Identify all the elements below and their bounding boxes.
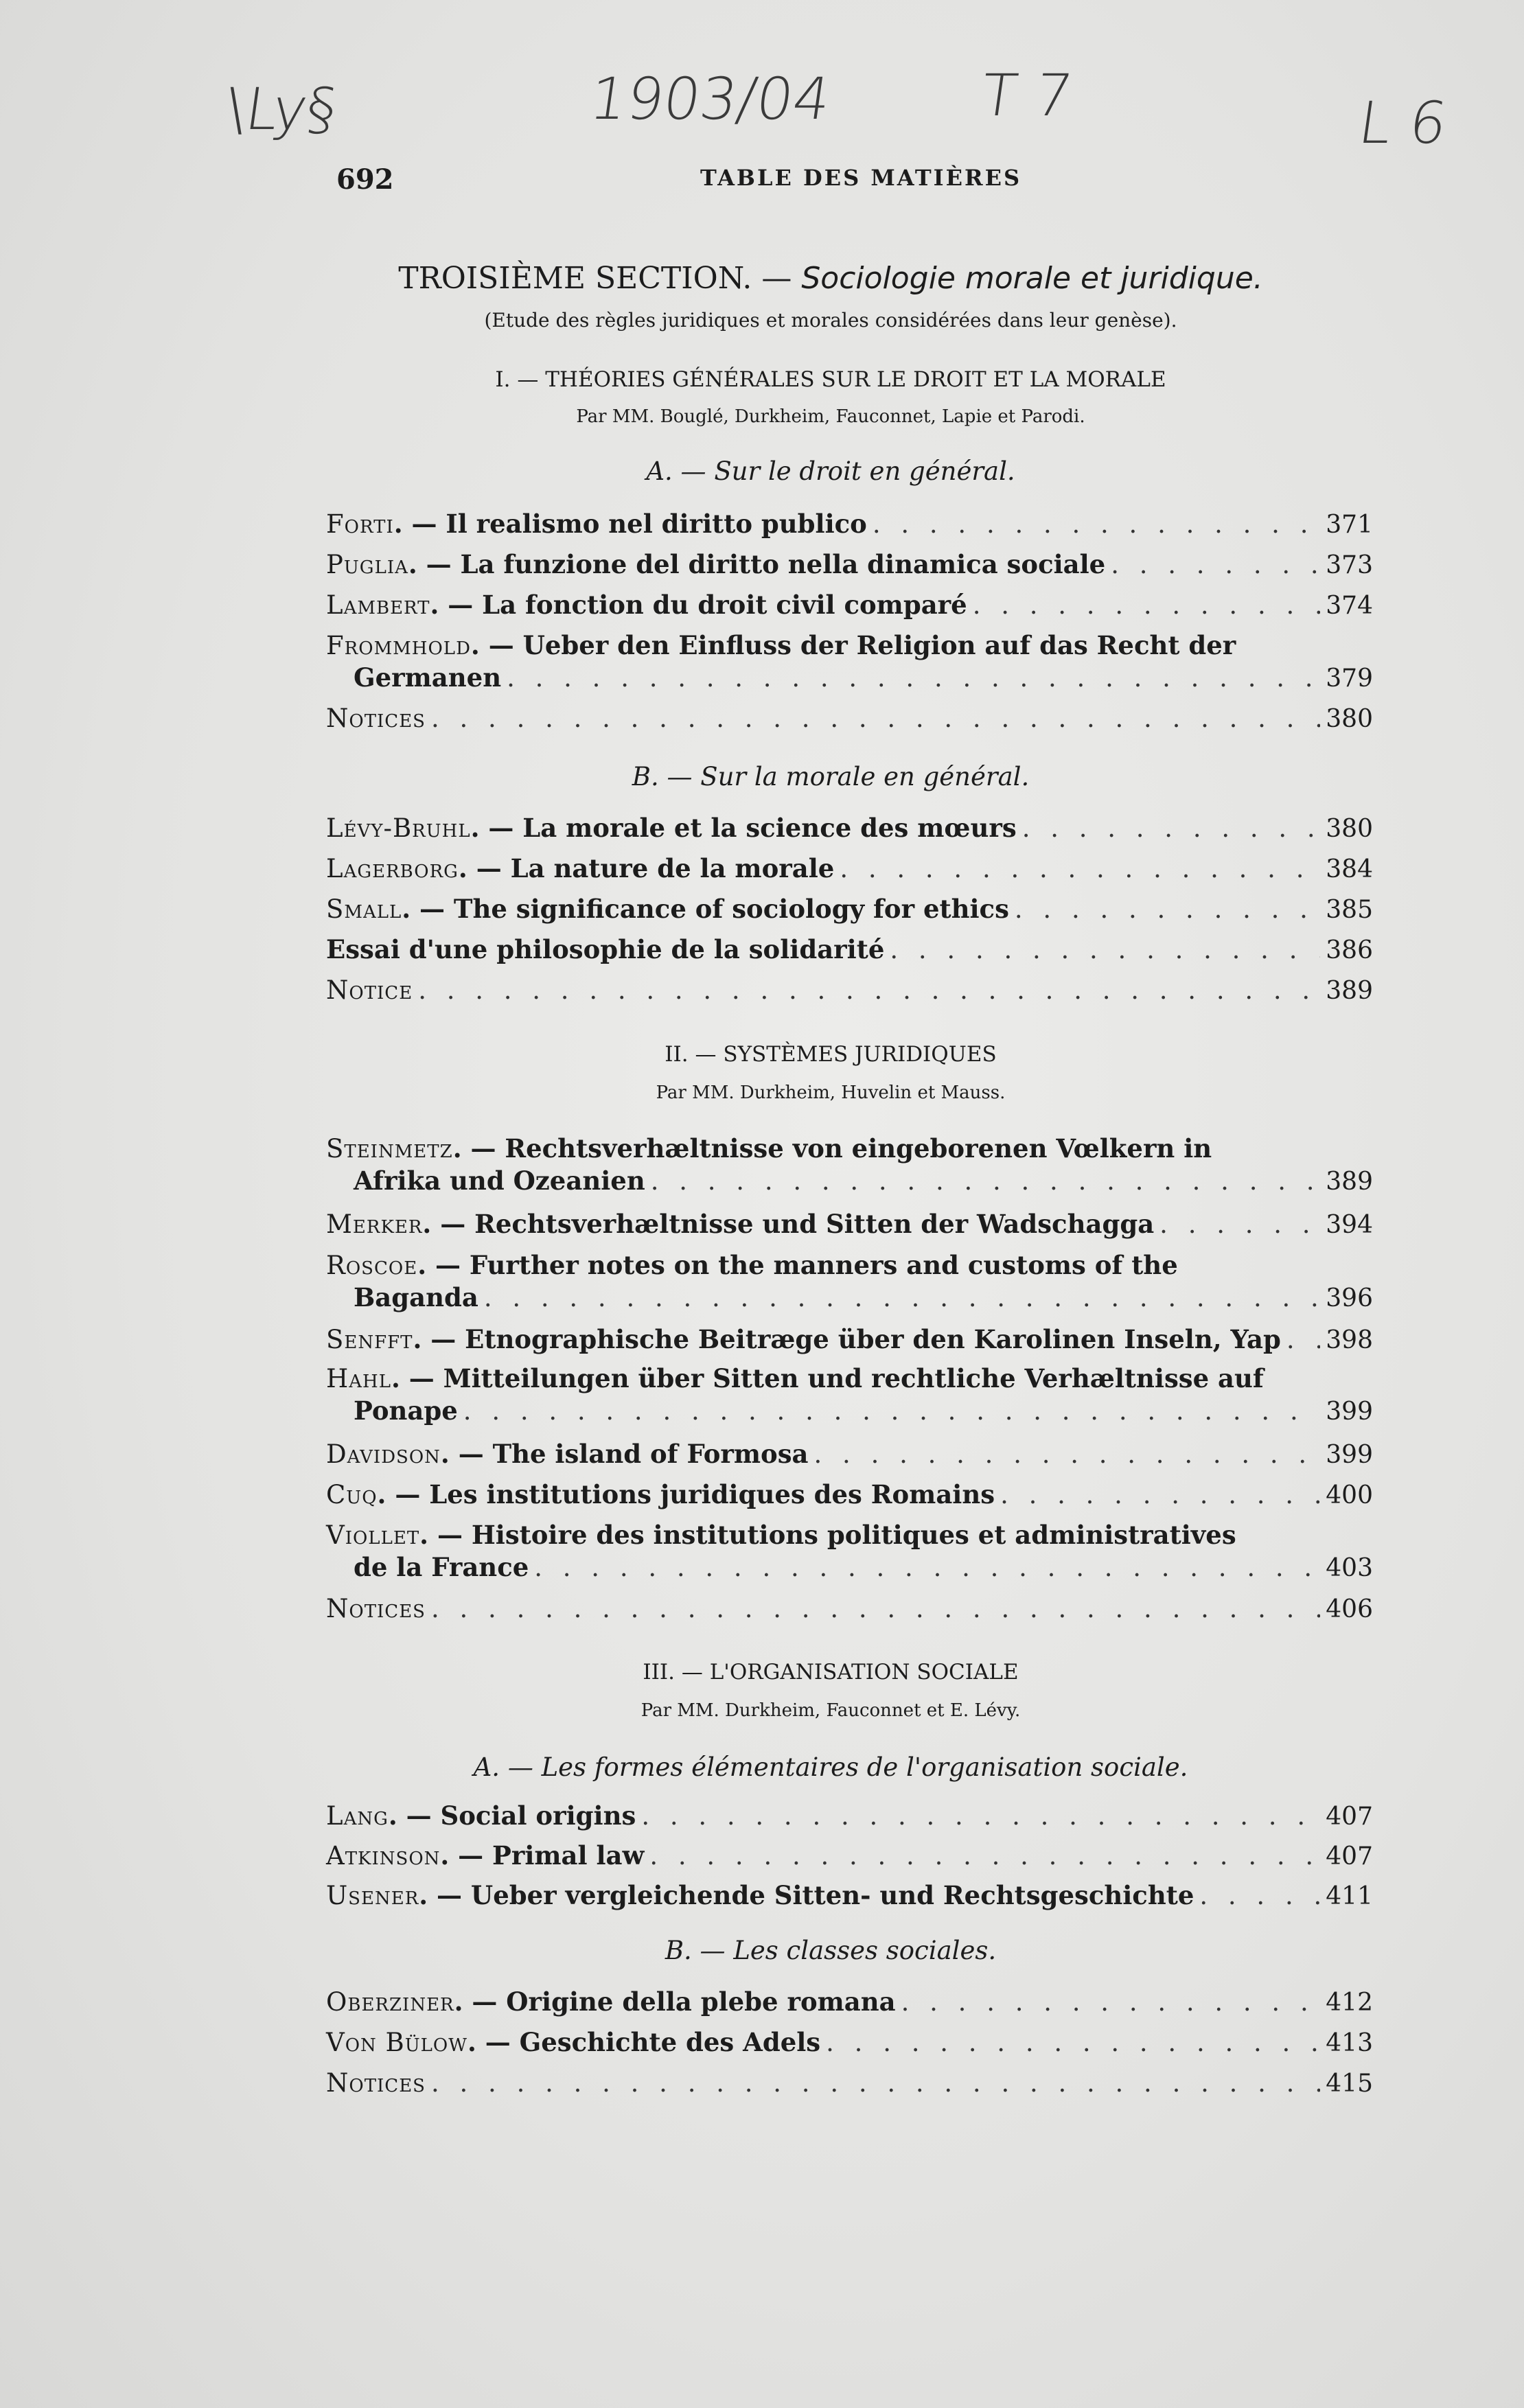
section-title (275, 261, 1387, 296)
entry-page: 413 (1326, 2029, 1373, 2057)
entry-author: Hahl (326, 1364, 391, 1393)
entry-author: Steinmetz (326, 1134, 453, 1164)
entry-title-continued: Germanen (354, 662, 502, 693)
toc-entry[interactable]: Usener. — Ueber vergleichende Sitten- und Rechtsgeschichte . . . 411 (326, 1879, 1373, 1912)
entry-author: Viollet (326, 1520, 420, 1550)
toc-entry[interactable]: Merker. — Rechtsverhæltnisse und Sitten der Wadschagga . . . 394 (326, 1208, 1373, 1241)
entry-page: 380 (1326, 705, 1373, 733)
entry-page: 399 (1326, 1441, 1373, 1469)
entry-author: Puglia (326, 550, 408, 579)
entry-title-continued: Afrika und Ozeanien (354, 1166, 645, 1196)
toc-entry[interactable]: Hahl. — Mitteilungen über Sitten und rechtliche Verhæltnisse auf Ponape . . . 399 (326, 1363, 1373, 1428)
entry-author: Usener (326, 1881, 419, 1910)
entry-author: Merker (326, 1209, 423, 1239)
toc-entry[interactable] (326, 2067, 1373, 2100)
handwritten-date: 1903/04 (586, 65, 835, 132)
entry-author: Notice (326, 975, 413, 1005)
entry-title: — Social origins (406, 1801, 636, 1831)
page-number: 692 (336, 163, 394, 196)
entry-title: — Origine della plebe romana (472, 1987, 896, 2017)
entry-title: — La nature de la morale (476, 853, 835, 883)
entry-title-continued: de la France (354, 1552, 529, 1582)
entry-author: Atkinson (326, 1841, 441, 1871)
entry-title: — Etnographische Beitræge über den Karolinen Inseln, Yap (430, 1324, 1281, 1354)
toc-entry[interactable]: Lambert. — La fonction du droit civil comparé . . . 374 (326, 589, 1373, 622)
entry-title-continued: Baganda (354, 1282, 478, 1312)
toc-entry[interactable]: Frommhold. — Ueber den Einfluss der Religion auf das Recht der Germanen . . . 379 (326, 629, 1373, 695)
toc-entry[interactable]: Steinmetz. — Rechtsverhæltnisse von eingeborenen Vœlkern in Afrika und Ozeanien . . . 389 (326, 1133, 1373, 1198)
running-title: TABLE DES MATIÈRES (700, 165, 1022, 191)
entry-author: Notices (326, 704, 426, 733)
entry-page: 394 (1326, 1211, 1373, 1239)
entry-page: 389 (1326, 977, 1373, 1005)
toc-entry[interactable]: Lagerborg. — La nature de la morale . . . 384 (326, 853, 1373, 885)
entry-title: — Histoire des institutions politiques et administratives (437, 1520, 1236, 1550)
toc-entry[interactable] (326, 974, 1373, 1007)
entry-title: — La fonction du droit civil comparé (448, 590, 967, 620)
entry-page: 396 (1326, 1284, 1373, 1312)
part3-subsection-a: A. — Les formes élémentaires de l'organisation sociale. (473, 1752, 1188, 1782)
entry-page: 400 (1326, 1481, 1373, 1509)
entry-title: — Ueber vergleichende Sitten- und Rechtsgeschichte (437, 1880, 1194, 1910)
entry-author: Davidson (326, 1439, 441, 1469)
entry-page: 371 (1326, 511, 1373, 539)
entry-page: 399 (1326, 1398, 1373, 1426)
entry-page: 398 (1326, 1326, 1373, 1354)
part2-heading: II. — SYSTÈMES JURIDIQUES (665, 1042, 997, 1067)
entry-title-continued: Ponape (354, 1396, 458, 1426)
entry-page: 374 (1326, 592, 1373, 620)
entry-title: — Further notes on the manners and customs of the (435, 1250, 1178, 1280)
entry-page: 411 (1326, 1882, 1373, 1910)
entry-author: Frommhold (326, 631, 471, 660)
entry-title: — Ueber den Einfluss der Religion auf das Recht der (488, 630, 1236, 660)
section-title-italic: Sociologie morale et juridique. (801, 261, 1263, 296)
entry-title: — Geschichte des Adels (485, 2027, 821, 2057)
part3-authors: Par MM. Durkheim, Fauconnet et E. Lévy. (640, 1700, 1021, 1721)
part3-subsection-b: B. — Les classes sociales. (665, 1936, 997, 1965)
entry-page: 385 (1326, 896, 1373, 924)
entry-page: 415 (1326, 2070, 1373, 2098)
entry-title: — Les institutions juridiques des Romains (395, 1479, 995, 1509)
toc-entry[interactable]: Senfft. — Etnographische Beitræge über den Karolinen Inseln, Yap . . . 398 (326, 1323, 1373, 1356)
entry-title: — Il realismo nel diritto publico (411, 509, 867, 539)
entry-author: Small (326, 894, 402, 924)
toc-entry[interactable] (326, 1593, 1373, 1625)
toc-entry[interactable]: Davidson. — The island of Formosa . . . 399 (326, 1438, 1373, 1471)
entry-author: Notices (326, 1594, 426, 1623)
entry-page: 380 (1326, 815, 1373, 843)
entry-title: — Rechtsverhæltnisse von eingeborenen Vœlkern in (470, 1133, 1212, 1164)
entry-author: Notices (326, 2068, 426, 2098)
part1-authors: Par MM. Bouglé, Durkheim, Fauconnet, Lapie et Parodi. (576, 406, 1085, 427)
entry-author: Roscoe (326, 1251, 418, 1280)
entry-page: 379 (1326, 664, 1373, 693)
entry-author: Von Bülow (326, 2028, 467, 2057)
toc-entry[interactable]: Puglia. — La funzione del diritto nella dinamica sociale . . . 373 (326, 548, 1373, 581)
entry-title: — The significance of sociology for ethics (419, 894, 1009, 924)
entry-author: Forti (326, 509, 394, 539)
entry-author: Lévy-Bruhl (326, 813, 471, 843)
entry-page: 407 (1326, 1803, 1373, 1831)
toc-entry[interactable]: Lévy-Bruhl. — La morale et la science des mœurs . . . 380 (326, 812, 1373, 845)
entry-page: 389 (1326, 1168, 1373, 1196)
entry-author: Lang (326, 1801, 389, 1831)
toc-entry[interactable]: Lang. — Social origins . . . 407 (326, 1800, 1373, 1833)
entry-title: — La morale et la science des mœurs (488, 813, 1017, 843)
toc-entry[interactable] (326, 702, 1373, 735)
section-subtitle: (Etude des règles juridiques et morales considérées dans leur genèse). (484, 309, 1177, 332)
toc-entry[interactable]: Atkinson. — Primal law . . . 407 (326, 1840, 1373, 1873)
entry-title: — Mitteilungen über Sitten und rechtliche Verhæltnisse auf (408, 1363, 1264, 1393)
part1-subsection-a: A. — Sur le droit en général. (646, 456, 1015, 486)
handwritten-mark-l6: L 6 (1354, 89, 1451, 157)
toc-entry[interactable] (326, 934, 1373, 966)
entry-page: 412 (1326, 1989, 1373, 2017)
toc-entry[interactable]: Viollet. — Histoire des institutions politiques et administratives de la France . . . 403 (326, 1519, 1373, 1584)
entry-page: 384 (1326, 855, 1373, 883)
part3-heading: III. — L'ORGANISATION SOCIALE (643, 1660, 1019, 1685)
entry-author: Lambert (326, 590, 430, 620)
part1-subsection-b: B. — Sur la morale en général. (632, 762, 1030, 791)
entry-page: 407 (1326, 1842, 1373, 1871)
toc-entry[interactable]: Roscoe. — Further notes on the manners and customs of the Baganda . . . 396 (326, 1249, 1373, 1315)
entry-author: Oberziner (326, 1987, 454, 2017)
toc-entry[interactable]: Cuq. — Les institutions juridiques des Romains . . . 400 (326, 1479, 1373, 1512)
entry-author: Lagerborg (326, 854, 459, 883)
entry-author: Senfft (326, 1325, 413, 1354)
entry-page: 406 (1326, 1595, 1373, 1623)
entry-author: Cuq (326, 1480, 378, 1509)
toc-entry[interactable]: Small. — The significance of sociology for ethics . . . 385 (326, 893, 1373, 926)
section-title-plain: TROISIÈME SECTION. — (398, 261, 802, 296)
part2-authors: Par MM. Durkheim, Huvelin et Mauss. (656, 1083, 1006, 1103)
entry-page: 386 (1326, 936, 1373, 964)
handwritten-mark-t7: T 7 (977, 62, 1077, 129)
entry-page: 373 (1326, 551, 1373, 579)
entry-title: Essai d'une philosophie de la solidarité (326, 934, 885, 964)
toc-entry[interactable]: Forti. — Il realismo nel diritto publico . . . 371 (326, 508, 1373, 541)
entry-title: — The island of Formosa (458, 1439, 809, 1469)
entry-title: — Primal law (458, 1840, 645, 1871)
toc-entry[interactable]: Oberziner. — Origine della plebe romana . . . 412 (326, 1986, 1373, 2019)
handwritten-mark-left: \Ly§ (222, 76, 340, 143)
entry-title: — La funzione del diritto nella dinamica sociale (426, 549, 1106, 579)
toc-entry[interactable]: Von Bülow. — Geschichte des Adels . . . 413 (326, 2026, 1373, 2059)
entry-page: 403 (1326, 1554, 1373, 1582)
part1-heading: I. — THÉORIES GÉNÉRALES SUR LE DROIT ET LA MORALE (495, 367, 1166, 392)
entry-title: — Rechtsverhæltnisse und Sitten der Wadschagga (440, 1209, 1155, 1239)
